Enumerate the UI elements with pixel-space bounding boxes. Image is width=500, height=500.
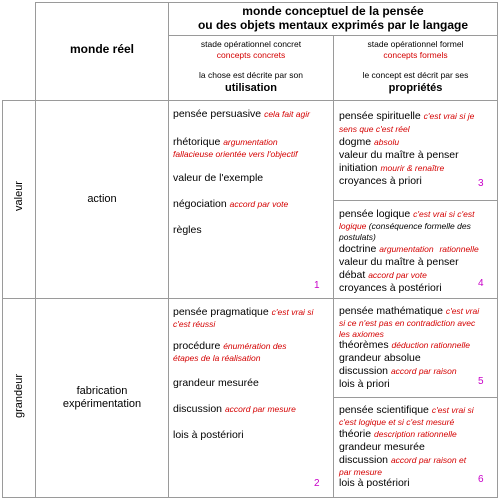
list-item: théorie description rationnelle	[339, 428, 457, 440]
grid-line	[497, 2, 498, 498]
list-item-note: par mesure	[339, 467, 382, 477]
grid-line	[333, 397, 498, 398]
list-item: procédure énumération des	[173, 340, 287, 352]
header-monde-reel: monde réel	[69, 42, 135, 56]
list-item: doctrine argumentation rationnelle	[339, 243, 479, 255]
header-conceptuel-line2: ou des objets mentaux exprimés par le langage	[197, 18, 469, 32]
list-item: théorèmes déduction rationnelle	[339, 339, 470, 351]
header-conceptuel-line1: monde conceptuel de la pensée	[242, 4, 424, 18]
list-item-note: sens que c'est réel	[339, 124, 410, 134]
cell-number: 3	[478, 178, 484, 189]
list-item: lois à postériori	[339, 477, 410, 489]
formel-desc: le concept est décrit par ses	[362, 70, 469, 80]
list-item: lois à postériori	[173, 429, 244, 441]
concret-title: utilisation	[225, 82, 277, 94]
grid-line	[35, 2, 36, 498]
cell-4	[339, 208, 497, 295]
list-item-note: fallacieuse orientée vers l'objectif	[173, 149, 298, 159]
list-item-note: c'est logique et si c'est mesuré	[339, 417, 455, 427]
real-action: action	[87, 193, 117, 205]
real-fabrication	[36, 385, 168, 411]
list-item: valeur du maître à penser	[339, 149, 459, 161]
formel-concepts: concepts formels	[383, 50, 448, 60]
side-label-grandeur: grandeur	[13, 373, 25, 419]
header-conceptuel	[169, 4, 497, 32]
cell-number: 2	[314, 478, 320, 489]
list-item: croyances à postériori	[339, 282, 442, 294]
list-item: pensée spirituelle c'est vrai si je	[339, 110, 475, 122]
grid-line	[333, 35, 334, 498]
cell-5	[339, 305, 497, 391]
list-item: pensée logique c'est vrai si c'est	[339, 208, 475, 220]
grid-line	[2, 298, 498, 299]
list-item: pensée pragmatique c'est vrai si	[173, 306, 314, 318]
grid-line	[2, 497, 498, 498]
cell-1	[173, 108, 331, 237]
list-item: initiation mourir & renaître	[339, 162, 445, 174]
concret-stage: stade opérationnel concret	[200, 39, 302, 49]
list-item: pensée mathématique c'est vrai	[339, 305, 480, 317]
side-label-valeur: valeur	[13, 181, 25, 211]
list-item: débat accord par vote	[339, 269, 427, 281]
list-item: grandeur mesurée	[339, 441, 425, 453]
concret-desc: la chose est décrite par son	[199, 70, 303, 80]
header-concret	[169, 39, 333, 95]
list-item-note: postulats)	[339, 232, 376, 242]
formel-stage: stade opérationnel formel	[367, 39, 464, 49]
list-item: croyances à priori	[339, 175, 422, 187]
real-fabrication-line1: fabrication	[76, 385, 128, 397]
list-item: valeur de l'exemple	[173, 172, 264, 184]
cell-number: 4	[478, 278, 484, 289]
list-item-note: c'est réussi	[173, 319, 216, 329]
cell-number: 5	[478, 376, 484, 387]
cell-6	[339, 404, 497, 490]
list-item-note: si ce n'est pas en contradiction avec	[339, 318, 476, 328]
list-item: pensée persuasive cela fait agir	[173, 108, 310, 120]
list-item: discussion accord par raison et	[339, 454, 467, 466]
list-item: lois à priori	[339, 378, 390, 390]
cell-number: 1	[314, 280, 320, 291]
list-item: valeur du maître à penser	[339, 256, 459, 268]
real-fabrication-line2: expérimentation	[62, 398, 142, 410]
list-item-note: les axiomes	[339, 329, 384, 339]
list-item: discussion accord par mesure	[173, 403, 296, 415]
concret-concepts: concepts concrets	[216, 50, 286, 60]
list-item-note: logique (conséquence formelle des	[339, 221, 471, 231]
list-item: grandeur mesurée	[173, 377, 259, 389]
grid-line	[2, 100, 498, 101]
cell-3	[339, 110, 497, 188]
formel-title: propriétés	[388, 82, 443, 94]
list-item: négociation accord par vote	[173, 198, 289, 210]
list-item: rhétorique argumentation	[173, 136, 278, 148]
grid-line	[2, 100, 3, 498]
cell-2	[173, 306, 331, 442]
list-item: règles	[173, 224, 202, 236]
list-item: grandeur absolue	[339, 352, 421, 364]
list-item: discussion accord par raison	[339, 365, 457, 377]
list-item: pensée scientifique c'est vrai si	[339, 404, 474, 416]
cell-number: 6	[478, 474, 484, 485]
grid-line	[35, 2, 498, 3]
header-formel	[334, 39, 497, 95]
list-item-note: étapes de la réalisation	[173, 353, 261, 363]
list-item: dogme absolu	[339, 136, 400, 148]
grid-line	[333, 200, 498, 201]
